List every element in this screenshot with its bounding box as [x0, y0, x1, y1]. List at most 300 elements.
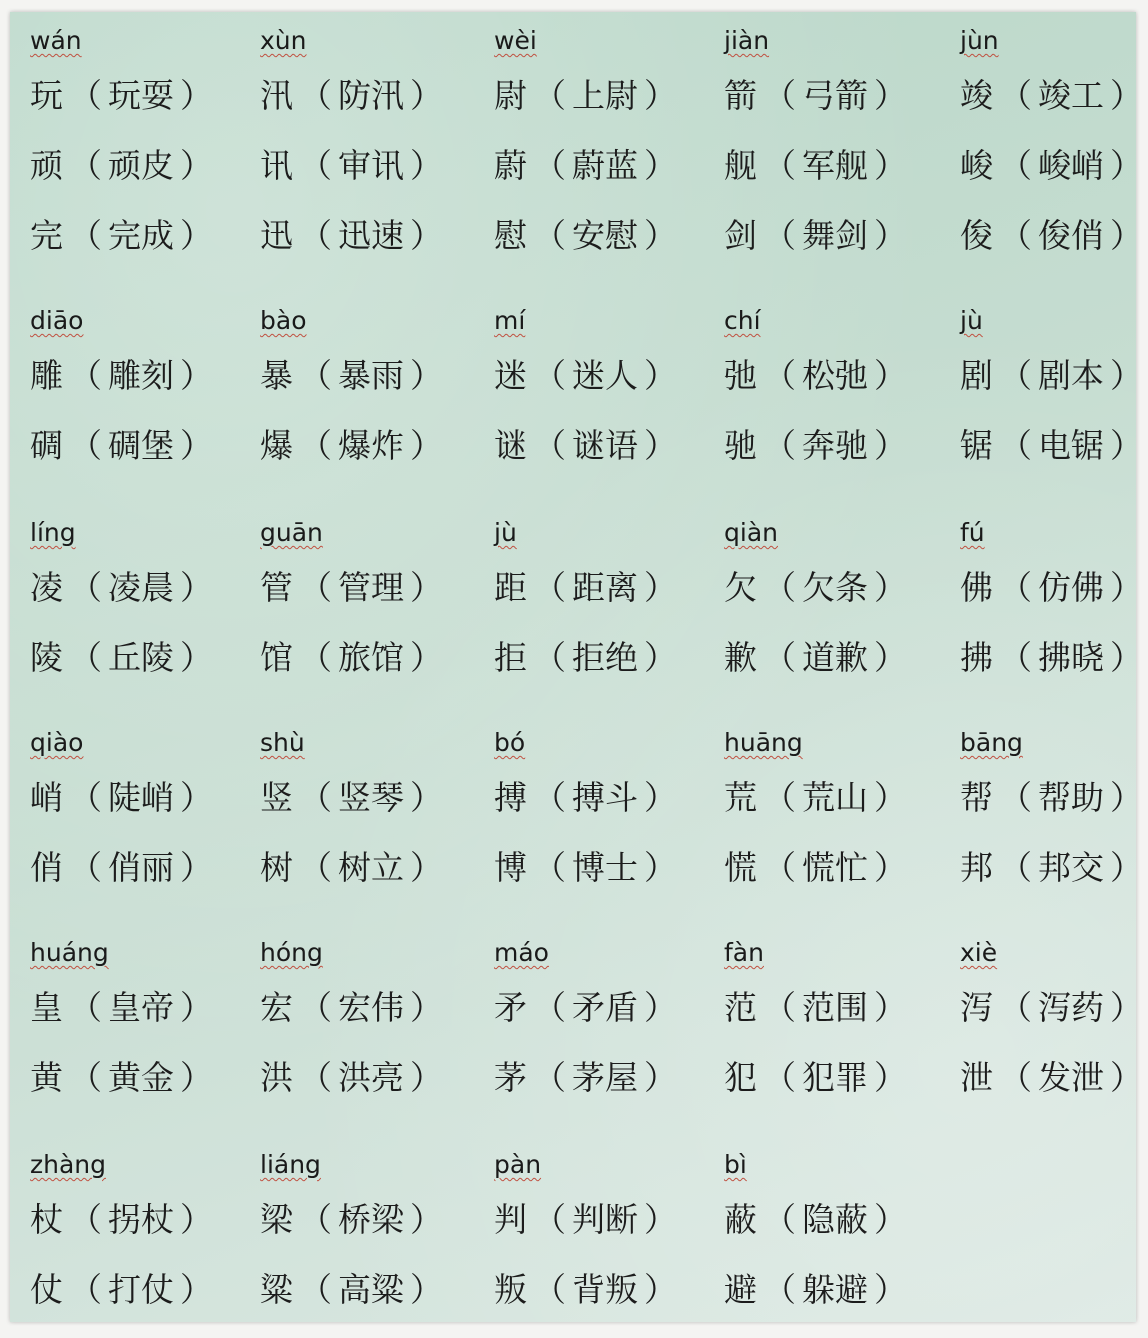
character: 馆	[260, 638, 293, 677]
pinyin-label: fú	[960, 518, 985, 547]
character-entry	[724, 350, 913, 397]
character: 慰	[494, 216, 527, 255]
example-word: 审讯	[338, 146, 404, 185]
open-paren: （	[763, 76, 796, 115]
example-word: 玩耍	[108, 76, 174, 115]
character-entry	[260, 1194, 449, 1241]
example-word: 丘陵	[108, 638, 174, 677]
character-entry	[494, 982, 683, 1029]
close-paren: ）	[180, 638, 213, 677]
character: 范	[724, 988, 757, 1027]
close-paren: ）	[410, 778, 443, 817]
open-paren: （	[299, 76, 332, 115]
open-paren: （	[69, 146, 102, 185]
character-entry	[724, 842, 913, 889]
close-paren: ）	[410, 1200, 443, 1239]
close-paren: ）	[874, 216, 907, 255]
character: 拂	[960, 638, 993, 677]
example-word: 剧本	[1038, 356, 1104, 395]
character-entry	[960, 140, 1148, 187]
close-paren: ）	[180, 216, 213, 255]
character-entry	[30, 982, 219, 1029]
close-paren: ）	[410, 988, 443, 1027]
pinyin-label: wèi	[494, 26, 537, 55]
pinyin-label: xùn	[260, 26, 307, 55]
character-entry	[494, 1264, 683, 1311]
character: 迅	[260, 216, 293, 255]
character-entry	[260, 210, 449, 257]
example-word: 慌忙	[802, 848, 868, 887]
open-paren: （	[299, 988, 332, 1027]
example-word: 欠条	[802, 568, 868, 607]
example-word: 矛盾	[572, 988, 638, 1027]
example-word: 陡峭	[108, 778, 174, 817]
character-entry	[30, 842, 219, 889]
example-word: 舞剑	[802, 216, 868, 255]
character-entry	[494, 772, 683, 819]
close-paren: ）	[1110, 356, 1143, 395]
character-entry	[960, 632, 1148, 679]
open-paren: （	[299, 146, 332, 185]
pinyin-label: jùn	[960, 26, 999, 55]
character-entry	[260, 842, 449, 889]
character: 粱	[260, 1270, 293, 1309]
open-paren: （	[533, 988, 566, 1027]
character-entry	[724, 70, 913, 117]
example-word: 松弛	[802, 356, 868, 395]
close-paren: ）	[1110, 146, 1143, 185]
open-paren: （	[533, 76, 566, 115]
close-paren: ）	[1110, 76, 1143, 115]
pinyin-label: liáng	[260, 1150, 321, 1179]
close-paren: ）	[1110, 1058, 1143, 1097]
example-word: 邦交	[1038, 848, 1104, 887]
close-paren: ）	[410, 848, 443, 887]
example-word: 峻峭	[1038, 146, 1104, 185]
example-word: 桥梁	[338, 1200, 404, 1239]
character: 峻	[960, 146, 993, 185]
character-entry	[494, 1052, 683, 1099]
example-word: 黄金	[108, 1058, 174, 1097]
example-word: 军舰	[802, 146, 868, 185]
example-word: 帮助	[1038, 778, 1104, 817]
example-word: 仿佛	[1038, 568, 1104, 607]
example-word: 拒绝	[572, 638, 638, 677]
open-paren: （	[69, 356, 102, 395]
example-word: 蔚蓝	[572, 146, 638, 185]
example-word: 拐杖	[108, 1200, 174, 1239]
example-word: 犯罪	[802, 1058, 868, 1097]
example-word: 碉堡	[108, 426, 174, 465]
character: 剧	[960, 356, 993, 395]
open-paren: （	[299, 1058, 332, 1097]
close-paren: ）	[644, 356, 677, 395]
character-entry	[960, 1052, 1148, 1099]
open-paren: （	[999, 568, 1032, 607]
example-word: 俊俏	[1038, 216, 1104, 255]
character: 俊	[960, 216, 993, 255]
pinyin-label: bì	[724, 1150, 747, 1179]
character: 歉	[724, 638, 757, 677]
character-entry	[494, 420, 683, 467]
pinyin-label: qiàn	[724, 518, 778, 547]
character-entry	[960, 772, 1148, 819]
example-word: 隐蔽	[802, 1200, 868, 1239]
close-paren: ）	[874, 146, 907, 185]
character-entry	[960, 210, 1148, 257]
character: 碉	[30, 426, 63, 465]
close-paren: ）	[644, 1058, 677, 1097]
open-paren: （	[763, 216, 796, 255]
close-paren: ）	[410, 216, 443, 255]
pinyin-label: jù	[960, 306, 983, 335]
open-paren: （	[69, 216, 102, 255]
character: 管	[260, 568, 293, 607]
character: 峭	[30, 778, 63, 817]
open-paren: （	[69, 426, 102, 465]
character: 迷	[494, 356, 527, 395]
character-entry	[30, 772, 219, 819]
character: 暴	[260, 356, 293, 395]
close-paren: ）	[1110, 638, 1143, 677]
character: 叛	[494, 1270, 527, 1309]
character: 拒	[494, 638, 527, 677]
close-paren: ）	[180, 76, 213, 115]
open-paren: （	[763, 426, 796, 465]
pinyin-label: líng	[30, 518, 76, 547]
character-entry	[260, 772, 449, 819]
homophone-word-sheet	[10, 12, 1143, 1322]
open-paren: （	[763, 1200, 796, 1239]
open-paren: （	[999, 988, 1032, 1027]
close-paren: ）	[644, 988, 677, 1027]
character: 弛	[724, 356, 757, 395]
character: 俏	[30, 848, 63, 887]
character-entry	[494, 140, 683, 187]
character: 杖	[30, 1200, 63, 1239]
pinyin-label: máo	[494, 938, 549, 967]
close-paren: ）	[180, 568, 213, 607]
character: 欠	[724, 568, 757, 607]
example-word: 迷人	[572, 356, 638, 395]
close-paren: ）	[1110, 778, 1143, 817]
example-word: 判断	[572, 1200, 638, 1239]
close-paren: ）	[644, 638, 677, 677]
example-word: 距离	[572, 568, 638, 607]
close-paren: ）	[644, 1200, 677, 1239]
character: 黄	[30, 1058, 63, 1097]
close-paren: ）	[644, 146, 677, 185]
close-paren: ）	[874, 568, 907, 607]
pinyin-label: huáng	[30, 938, 109, 967]
example-word: 树立	[338, 848, 404, 887]
character-entry	[724, 1052, 913, 1099]
open-paren: （	[763, 1270, 796, 1309]
example-word: 躲避	[802, 1270, 868, 1309]
close-paren: ）	[1110, 848, 1143, 887]
pinyin-label: chí	[724, 306, 761, 335]
example-word: 泻药	[1038, 988, 1104, 1027]
character: 驰	[724, 426, 757, 465]
pinyin-label: qiào	[30, 728, 84, 757]
character: 邦	[960, 848, 993, 887]
open-paren: （	[69, 638, 102, 677]
character-entry	[30, 1194, 219, 1241]
close-paren: ）	[874, 426, 907, 465]
character: 剑	[724, 216, 757, 255]
example-word: 高粱	[338, 1270, 404, 1309]
character-entry	[260, 1264, 449, 1311]
example-word: 博士	[572, 848, 638, 887]
character-entry	[960, 70, 1148, 117]
character-entry	[724, 772, 913, 819]
example-word: 洪亮	[338, 1058, 404, 1097]
open-paren: （	[999, 216, 1032, 255]
close-paren: ）	[410, 356, 443, 395]
example-word: 旅馆	[338, 638, 404, 677]
close-paren: ）	[180, 1270, 213, 1309]
open-paren: （	[763, 356, 796, 395]
example-word: 爆炸	[338, 426, 404, 465]
close-paren: ）	[180, 778, 213, 817]
close-paren: ）	[410, 568, 443, 607]
example-word: 范围	[802, 988, 868, 1027]
open-paren: （	[999, 356, 1032, 395]
close-paren: ）	[1110, 426, 1143, 465]
pinyin-label: hóng	[260, 938, 323, 967]
pinyin-label: zhàng	[30, 1150, 107, 1179]
character-entry	[960, 562, 1148, 609]
character: 慌	[724, 848, 757, 887]
character: 箭	[724, 76, 757, 115]
character-entry	[260, 562, 449, 609]
character-entry	[494, 350, 683, 397]
character: 距	[494, 568, 527, 607]
character: 树	[260, 848, 293, 887]
character-entry	[724, 632, 913, 679]
open-paren: （	[533, 1058, 566, 1097]
character: 谜	[494, 426, 527, 465]
close-paren: ）	[874, 778, 907, 817]
character-entry	[260, 1052, 449, 1099]
character: 顽	[30, 146, 63, 185]
character: 仗	[30, 1270, 63, 1309]
character-entry	[260, 632, 449, 679]
open-paren: （	[763, 1058, 796, 1097]
open-paren: （	[299, 1200, 332, 1239]
pinyin-label: jiàn	[724, 26, 770, 55]
open-paren: （	[763, 146, 796, 185]
open-paren: （	[69, 1058, 102, 1097]
pinyin-label: bāng	[960, 728, 1023, 757]
open-paren: （	[299, 778, 332, 817]
open-paren: （	[763, 848, 796, 887]
open-paren: （	[763, 988, 796, 1027]
character-entry	[260, 982, 449, 1029]
pinyin-label: pàn	[494, 1150, 542, 1179]
close-paren: ）	[644, 568, 677, 607]
close-paren: ）	[410, 1270, 443, 1309]
example-word: 道歉	[802, 638, 868, 677]
close-paren: ）	[874, 848, 907, 887]
close-paren: ）	[1110, 216, 1143, 255]
pinyin-label: guān	[260, 518, 323, 547]
close-paren: ）	[180, 146, 213, 185]
example-word: 上尉	[572, 76, 638, 115]
example-word: 迅速	[338, 216, 404, 255]
example-word: 顽皮	[108, 146, 174, 185]
example-word: 雕刻	[108, 356, 174, 395]
example-word: 搏斗	[572, 778, 638, 817]
open-paren: （	[69, 568, 102, 607]
close-paren: ）	[410, 146, 443, 185]
open-paren: （	[299, 848, 332, 887]
character: 洪	[260, 1058, 293, 1097]
example-word: 电锯	[1038, 426, 1104, 465]
close-paren: ）	[180, 1200, 213, 1239]
open-paren: （	[763, 638, 796, 677]
close-paren: ）	[180, 426, 213, 465]
character: 犯	[724, 1058, 757, 1097]
character-entry	[30, 140, 219, 187]
open-paren: （	[533, 568, 566, 607]
pinyin-label: fàn	[724, 938, 764, 967]
character-entry	[494, 70, 683, 117]
character: 避	[724, 1270, 757, 1309]
character-entry	[494, 1194, 683, 1241]
close-paren: ）	[644, 778, 677, 817]
character: 凌	[30, 568, 63, 607]
close-paren: ）	[644, 426, 677, 465]
character-entry	[30, 1052, 219, 1099]
character-entry	[724, 1194, 913, 1241]
open-paren: （	[299, 568, 332, 607]
character: 竣	[960, 76, 993, 115]
character: 雕	[30, 356, 63, 395]
character-entry	[30, 350, 219, 397]
open-paren: （	[999, 76, 1032, 115]
open-paren: （	[533, 1200, 566, 1239]
example-word: 凌晨	[108, 568, 174, 607]
example-word: 竣工	[1038, 76, 1104, 115]
open-paren: （	[533, 146, 566, 185]
character: 锯	[960, 426, 993, 465]
open-paren: （	[299, 216, 332, 255]
open-paren: （	[69, 988, 102, 1027]
close-paren: ）	[874, 1270, 907, 1309]
close-paren: ）	[874, 1058, 907, 1097]
character-entry	[30, 1264, 219, 1311]
character-entry	[724, 1264, 913, 1311]
close-paren: ）	[180, 848, 213, 887]
character-entry	[494, 210, 683, 257]
pinyin-label: huāng	[724, 728, 803, 757]
open-paren: （	[299, 426, 332, 465]
character: 汛	[260, 76, 293, 115]
open-paren: （	[533, 778, 566, 817]
example-word: 谜语	[572, 426, 638, 465]
character: 矛	[494, 988, 527, 1027]
character: 蔽	[724, 1200, 757, 1239]
example-word: 打仗	[108, 1270, 174, 1309]
close-paren: ）	[410, 76, 443, 115]
character-entry	[30, 420, 219, 467]
open-paren: （	[999, 848, 1032, 887]
close-paren: ）	[180, 1058, 213, 1097]
character-entry	[724, 982, 913, 1029]
close-paren: ）	[874, 988, 907, 1027]
example-word: 发泄	[1038, 1058, 1104, 1097]
character-entry	[960, 420, 1148, 467]
open-paren: （	[299, 638, 332, 677]
character: 尉	[494, 76, 527, 115]
character: 完	[30, 216, 63, 255]
open-paren: （	[299, 356, 332, 395]
open-paren: （	[763, 568, 796, 607]
character-entry	[960, 842, 1148, 889]
open-paren: （	[299, 1270, 332, 1309]
character: 蔚	[494, 146, 527, 185]
example-word: 荒山	[802, 778, 868, 817]
open-paren: （	[763, 778, 796, 817]
open-paren: （	[999, 1058, 1032, 1097]
character: 讯	[260, 146, 293, 185]
character-entry	[724, 420, 913, 467]
open-paren: （	[69, 848, 102, 887]
example-word: 背叛	[572, 1270, 638, 1309]
character: 佛	[960, 568, 993, 607]
example-word: 皇帝	[108, 988, 174, 1027]
example-word: 俏丽	[108, 848, 174, 887]
open-paren: （	[999, 146, 1032, 185]
close-paren: ）	[874, 356, 907, 395]
open-paren: （	[533, 216, 566, 255]
open-paren: （	[999, 778, 1032, 817]
character: 判	[494, 1200, 527, 1239]
close-paren: ）	[410, 638, 443, 677]
character-entry	[494, 842, 683, 889]
pinyin-label: mí	[494, 306, 526, 335]
pinyin-label: xiè	[960, 938, 998, 967]
example-word: 防汛	[338, 76, 404, 115]
example-word: 宏伟	[338, 988, 404, 1027]
character-entry	[960, 982, 1148, 1029]
pinyin-label: shù	[260, 728, 305, 757]
close-paren: ）	[1110, 988, 1143, 1027]
open-paren: （	[533, 638, 566, 677]
open-paren: （	[999, 426, 1032, 465]
character: 帮	[960, 778, 993, 817]
character: 陵	[30, 638, 63, 677]
close-paren: ）	[410, 1058, 443, 1097]
pinyin-label: jù	[494, 518, 517, 547]
character: 梁	[260, 1200, 293, 1239]
character: 荒	[724, 778, 757, 817]
character-entry	[724, 210, 913, 257]
character-entry	[494, 562, 683, 609]
pinyin-label: wán	[30, 26, 82, 55]
pinyin-label: bào	[260, 306, 307, 335]
character: 竖	[260, 778, 293, 817]
character: 舰	[724, 146, 757, 185]
close-paren: ）	[644, 1270, 677, 1309]
character: 玩	[30, 76, 63, 115]
character-entry	[30, 210, 219, 257]
character: 泻	[960, 988, 993, 1027]
character-entry	[30, 70, 219, 117]
character: 搏	[494, 778, 527, 817]
pinyin-label: diāo	[30, 306, 84, 335]
